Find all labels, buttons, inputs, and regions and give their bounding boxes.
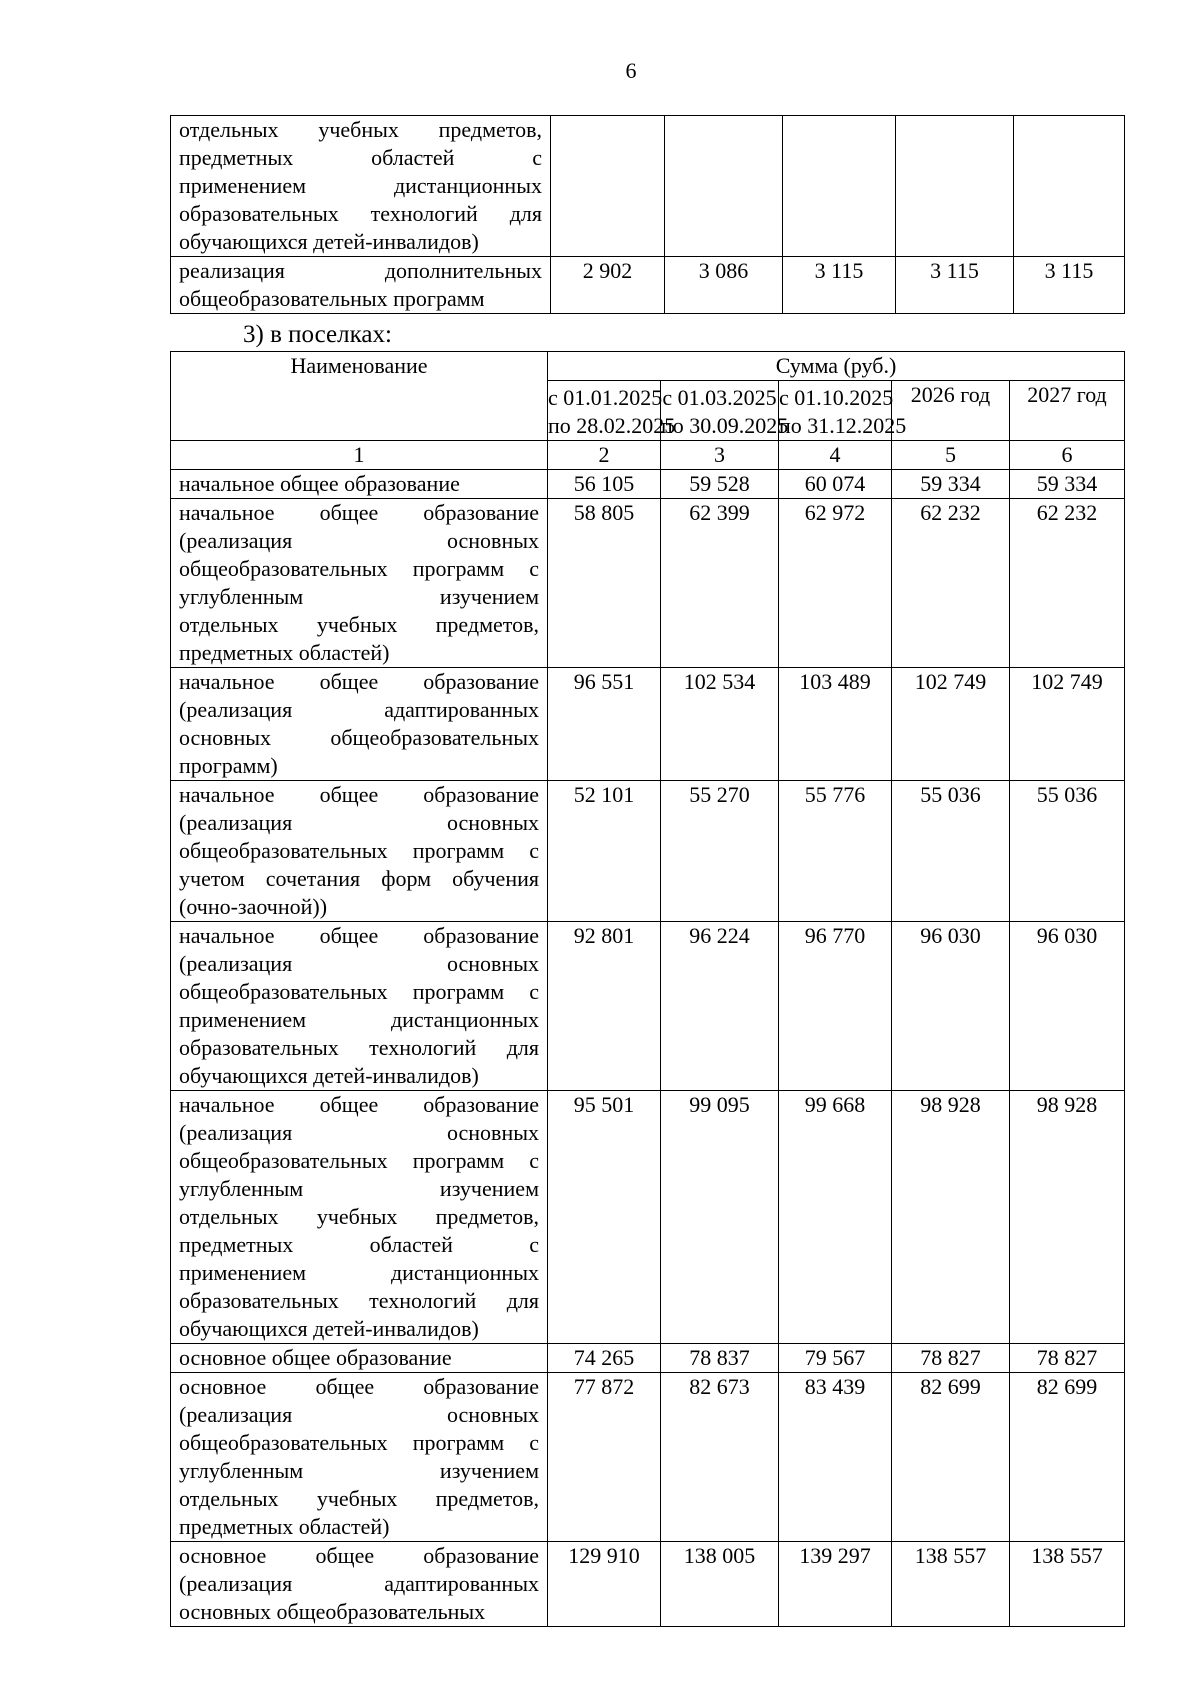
row-name xyxy=(171,1542,548,1627)
row-name-line: общеобразовательных программ с xyxy=(179,1430,539,1455)
section-heading: 3) в поселках: xyxy=(243,321,392,348)
row-name-line: (очно-заочной)) xyxy=(179,894,328,919)
header-name: Наименование xyxy=(171,352,548,441)
row-value: 59 528 xyxy=(661,470,779,499)
row-value: 82 673 xyxy=(661,1373,779,1542)
row-value: 59 334 xyxy=(1010,470,1125,499)
row-name-line: предметных областей) xyxy=(179,1514,390,1539)
row-name-line: начальное общее образование xyxy=(179,923,539,948)
header-sum: Сумма (руб.) xyxy=(548,352,1125,381)
table-row xyxy=(171,1373,1125,1542)
row-name-line: (реализация основных xyxy=(179,810,539,835)
table-row xyxy=(171,922,1125,1091)
row-value: 102 749 xyxy=(1010,668,1125,781)
row-value: 3 115 xyxy=(1014,257,1125,314)
row-value xyxy=(1014,116,1125,257)
settlements-table xyxy=(170,351,1125,1627)
column-index: 3 xyxy=(661,441,779,470)
table-row xyxy=(171,781,1125,922)
row-name-line: программ) xyxy=(179,753,278,778)
row-value: 99 668 xyxy=(779,1091,892,1344)
row-value: 138 005 xyxy=(661,1542,779,1627)
row-name-line: начальное общее образование xyxy=(179,669,539,694)
row-name xyxy=(171,781,548,922)
row-name-line: основное общее образование xyxy=(179,1374,539,1399)
table-row xyxy=(171,257,1125,314)
row-value: 96 770 xyxy=(779,922,892,1091)
header-period: с 01.01.2025 по 28.02.2025 xyxy=(548,381,661,441)
row-name-line: (реализация основных xyxy=(179,1120,539,1145)
row-name-line: применением дистанционных xyxy=(179,1007,539,1032)
row-value: 55 036 xyxy=(1010,781,1125,922)
row-value: 55 270 xyxy=(661,781,779,922)
row-name-line: начальное общее образование xyxy=(179,471,460,496)
row-value: 83 439 xyxy=(779,1373,892,1542)
row-value: 55 776 xyxy=(779,781,892,922)
row-value: 79 567 xyxy=(779,1344,892,1373)
column-index: 2 xyxy=(548,441,661,470)
row-name-line: отдельных учебных предметов, xyxy=(179,1204,539,1229)
row-name xyxy=(171,499,548,668)
row-name-line: (реализация основных xyxy=(179,1402,539,1427)
column-index: 4 xyxy=(779,441,892,470)
row-name-line: отдельных учебных предметов, xyxy=(179,117,542,142)
row-name-line: основных общеобразовательных xyxy=(179,725,539,750)
row-value: 78 827 xyxy=(1010,1344,1125,1373)
row-name-line: общеобразовательных программ с xyxy=(179,979,539,1004)
row-name-line: (реализация основных xyxy=(179,528,539,553)
row-name xyxy=(171,922,548,1091)
row-name-line: общеобразовательных программ с xyxy=(179,556,539,581)
row-name-line: начальное общее образование xyxy=(179,1092,539,1117)
row-value: 3 086 xyxy=(665,257,783,314)
continued-table xyxy=(170,115,1125,314)
row-name-line: предметных областей с xyxy=(179,1232,539,1257)
row-name-line: (реализация адаптированных xyxy=(179,1571,539,1596)
row-name-line: реализация дополнительных xyxy=(179,258,542,283)
row-name-line: основных общеобразовательных xyxy=(179,1599,486,1624)
row-value: 82 699 xyxy=(1010,1373,1125,1542)
column-index: 5 xyxy=(892,441,1010,470)
row-value: 58 805 xyxy=(548,499,661,668)
row-name-line: основное общее образование xyxy=(179,1345,452,1370)
row-name-line: углубленным изучением xyxy=(179,1176,539,1201)
row-value xyxy=(665,116,783,257)
row-name-line: образовательных технологий для xyxy=(179,1288,539,1313)
row-name-line: обучающихся детей-инвалидов) xyxy=(179,1063,479,1088)
row-name-line: применением дистанционных xyxy=(179,173,542,198)
row-name-line: начальное общее образование xyxy=(179,782,539,807)
table-row xyxy=(171,668,1125,781)
row-name-line: отдельных учебных предметов, xyxy=(179,1486,539,1511)
row-name-line: основное общее образование xyxy=(179,1543,539,1568)
row-name-line: (реализация адаптированных xyxy=(179,697,539,722)
row-name-line: применением дистанционных xyxy=(179,1260,539,1285)
row-value: 78 837 xyxy=(661,1344,779,1373)
row-name xyxy=(171,668,548,781)
column-index: 1 xyxy=(171,441,548,470)
row-value: 56 105 xyxy=(548,470,661,499)
row-value: 98 928 xyxy=(892,1091,1010,1344)
row-name-line: отдельных учебных предметов, xyxy=(179,612,539,637)
row-name-line: предметных областей с xyxy=(179,145,542,170)
row-name-line: углубленным изучением xyxy=(179,584,539,609)
row-value: 3 115 xyxy=(783,257,896,314)
row-value: 62 972 xyxy=(779,499,892,668)
column-index: 6 xyxy=(1010,441,1125,470)
header-period: с 01.03.2025 по 30.09.2025 xyxy=(661,381,779,441)
row-value: 99 095 xyxy=(661,1091,779,1344)
header-year: 2026 год xyxy=(892,381,1010,441)
row-name-line: общеобразовательных программ xyxy=(179,286,485,311)
row-value: 60 074 xyxy=(779,470,892,499)
table-row xyxy=(171,1542,1125,1627)
row-value: 82 699 xyxy=(892,1373,1010,1542)
row-name xyxy=(171,116,551,257)
row-name-line: обучающихся детей-инвалидов) xyxy=(179,229,479,254)
row-name-line: образовательных технологий для xyxy=(179,201,542,226)
row-value: 96 030 xyxy=(892,922,1010,1091)
row-value: 74 265 xyxy=(548,1344,661,1373)
row-value xyxy=(783,116,896,257)
row-name-line: учетом сочетания форм обучения xyxy=(179,866,539,891)
row-name-line: обучающихся детей-инвалидов) xyxy=(179,1316,479,1341)
page-number: 6 xyxy=(625,58,637,83)
row-value xyxy=(896,116,1014,257)
row-value: 92 801 xyxy=(548,922,661,1091)
row-value: 52 101 xyxy=(548,781,661,922)
row-value: 102 749 xyxy=(892,668,1010,781)
row-value: 2 902 xyxy=(551,257,665,314)
header-period: с 01.10.2025 по 31.12.2025 xyxy=(779,381,892,441)
row-name-line: общеобразовательных программ с xyxy=(179,838,539,863)
table-row xyxy=(171,1091,1125,1344)
row-name xyxy=(171,1091,548,1344)
row-value: 96 551 xyxy=(548,668,661,781)
row-value: 129 910 xyxy=(548,1542,661,1627)
row-value: 138 557 xyxy=(892,1542,1010,1627)
row-name xyxy=(171,470,548,499)
row-value: 103 489 xyxy=(779,668,892,781)
row-value: 102 534 xyxy=(661,668,779,781)
row-value: 96 224 xyxy=(661,922,779,1091)
table-row xyxy=(171,1344,1125,1373)
header-year: 2027 год xyxy=(1010,381,1125,441)
row-name-line: предметных областей) xyxy=(179,640,390,665)
row-name-line: начальное общее образование xyxy=(179,500,539,525)
row-name xyxy=(171,1344,548,1373)
row-value: 77 872 xyxy=(548,1373,661,1542)
row-name-line: общеобразовательных программ с xyxy=(179,1148,539,1173)
row-value: 95 501 xyxy=(548,1091,661,1344)
row-value: 62 232 xyxy=(1010,499,1125,668)
row-value xyxy=(551,116,665,257)
row-value: 3 115 xyxy=(896,257,1014,314)
row-value: 59 334 xyxy=(892,470,1010,499)
row-value: 55 036 xyxy=(892,781,1010,922)
table-row xyxy=(171,470,1125,499)
row-value: 62 399 xyxy=(661,499,779,668)
row-name xyxy=(171,1373,548,1542)
row-name-line: образовательных технологий для xyxy=(179,1035,539,1060)
row-value: 98 928 xyxy=(1010,1091,1125,1344)
row-name-line: углубленным изучением xyxy=(179,1458,539,1483)
row-value: 96 030 xyxy=(1010,922,1125,1091)
row-value: 139 297 xyxy=(779,1542,892,1627)
row-value: 62 232 xyxy=(892,499,1010,668)
row-value: 78 827 xyxy=(892,1344,1010,1373)
table-row xyxy=(171,499,1125,668)
row-value: 138 557 xyxy=(1010,1542,1125,1627)
table-row xyxy=(171,116,1125,257)
row-name-line: (реализация основных xyxy=(179,951,539,976)
row-name xyxy=(171,257,551,314)
